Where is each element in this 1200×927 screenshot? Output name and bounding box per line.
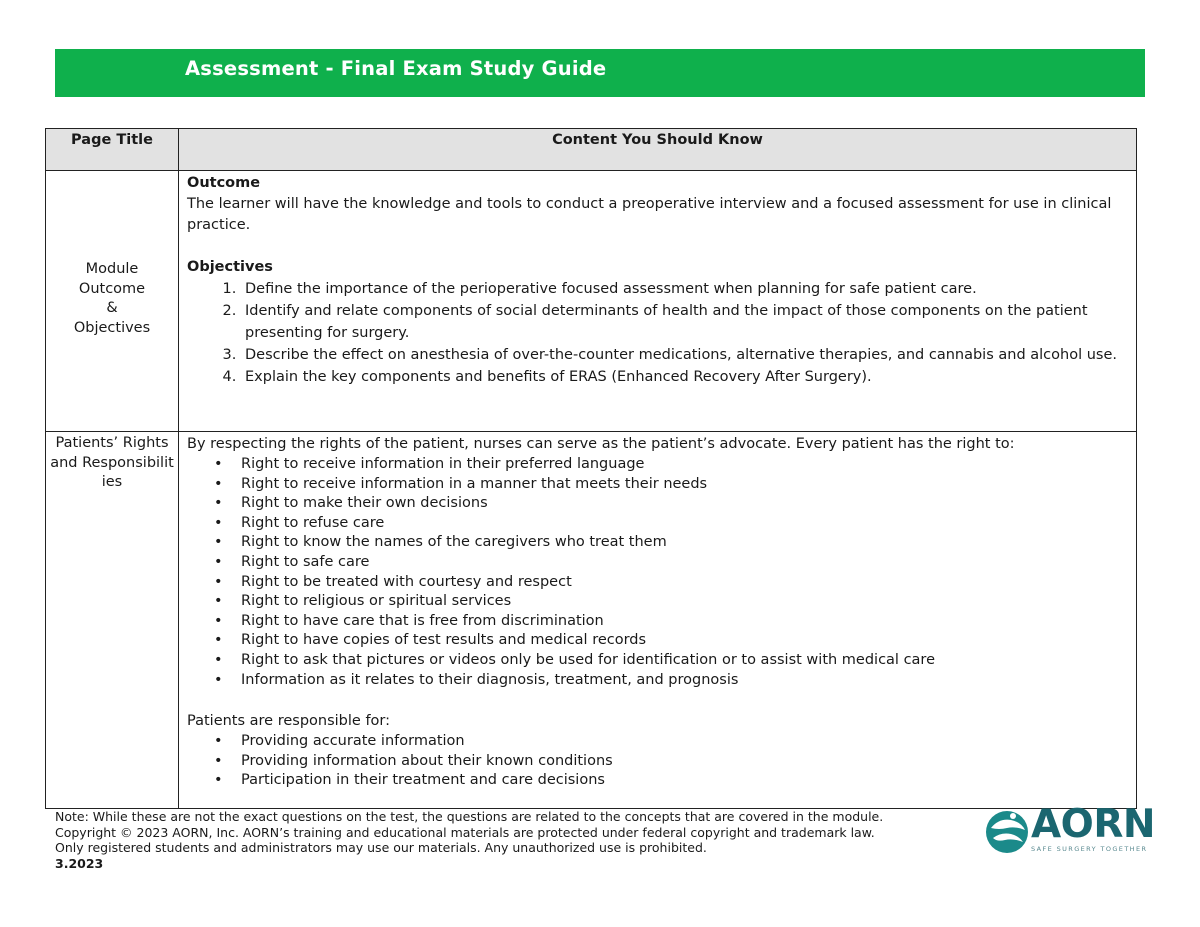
aorn-emblem-icon <box>985 808 1031 856</box>
right-item: • Right to receive information in a manner that meets their needs <box>241 475 1128 495</box>
module-title <box>46 171 178 338</box>
outcome-heading: Outcome <box>187 175 261 191</box>
right-item: • Right to receive information in their preferred language <box>241 455 1128 475</box>
footer-copyright: Copyright © 2023 AORN, Inc. AORN’s training and educational materials are protected under federal copyright and trademark law. <box>55 824 875 840</box>
patients-content-cell <box>179 432 1137 809</box>
rights-intro: By respecting the rights of the patient, nurses can serve as the patient’s advocate. Every patient has the right to: <box>187 436 1015 452</box>
module-title-line: & <box>106 300 118 316</box>
footer <box>55 809 883 871</box>
responsibility-item: • Providing information about their known conditions <box>241 752 1128 772</box>
module-title-cell <box>46 171 179 432</box>
objective-item: 4. Explain the key components and benefits of ERAS (Enhanced Recovery After Surgery). <box>241 366 1128 388</box>
objective-item: 3. Describe the effect on anesthesia of over-the-counter medications, alternative therapies, and cannabis and alcohol use. <box>241 344 1128 366</box>
footer-version: 3.2023 <box>55 855 104 871</box>
module-title-line: Outcome <box>78 280 146 297</box>
rights-list <box>187 455 1128 690</box>
objective-item: 1. Define the importance of the perioperative focused assessment when planning for safe patient care. <box>241 278 1128 300</box>
right-item: • Right to refuse care <box>241 514 1128 534</box>
right-item: • Right to ask that pictures or videos only be used for identification or to assist with medical care <box>241 651 1128 671</box>
responsibility-item: • Participation in their treatment and care decisions <box>241 771 1128 791</box>
header-content: Content You Should Know <box>179 129 1137 171</box>
responsibilities-intro: Patients are responsible for: <box>187 713 391 730</box>
right-item: • Right to religious or spiritual services <box>241 592 1128 612</box>
responsibilities-list <box>187 732 1128 791</box>
objective-item: 2. Identify and relate components of social determinants of health and the impact of those components on the patient presenting for surgery. <box>241 300 1128 344</box>
patients-title: Patients’ Rights and Responsibilities <box>50 435 174 490</box>
table-row <box>46 432 1137 809</box>
right-item: • Right to safe care <box>241 553 1128 573</box>
footer-note: Note: While these are not the exact questions on the test, the questions are related to the concepts that are covered in the module. <box>55 809 884 824</box>
module-title-line: Module <box>85 261 139 277</box>
right-item: • Right to have care that is free from discrimination <box>241 612 1128 632</box>
outcome-text: The learner will have the knowledge and tools to conduct a preoperative interview and a focused assessment for use in clinical practice. <box>187 196 1112 233</box>
header-page-title: Page Title <box>46 129 179 171</box>
page-title: Assessment - Final Exam Study Guide <box>185 57 607 80</box>
study-guide-table <box>45 128 1137 809</box>
table-header-row <box>46 129 1137 171</box>
table-row <box>46 171 1137 432</box>
header-banner <box>55 49 1145 97</box>
module-title-line: Objectives <box>73 319 151 336</box>
right-item: • Right to be treated with courtesy and respect <box>241 573 1128 593</box>
module-content-cell <box>179 171 1137 432</box>
right-item: • Right to make their own decisions <box>241 494 1128 514</box>
right-item: • Right to have copies of test results and medical records <box>241 631 1128 651</box>
patients-title-cell <box>46 432 179 809</box>
objectives-heading: Objectives <box>187 259 273 275</box>
logo-text: AORN <box>1031 802 1156 847</box>
objectives-list <box>187 278 1128 388</box>
footer-usage: Only registered students and administrators may use our materials. Any unauthorized use is prohibited. <box>55 840 707 856</box>
right-item: • Information as it relates to their diagnosis, treatment, and prognosis <box>241 671 1128 691</box>
right-item: • Right to know the names of the caregivers who treat them <box>241 533 1128 553</box>
aorn-logo <box>985 802 1156 858</box>
logo-tagline: SAFE SURGERY TOGETHER <box>1031 845 1148 853</box>
responsibility-item: • Providing accurate information <box>241 732 1128 752</box>
